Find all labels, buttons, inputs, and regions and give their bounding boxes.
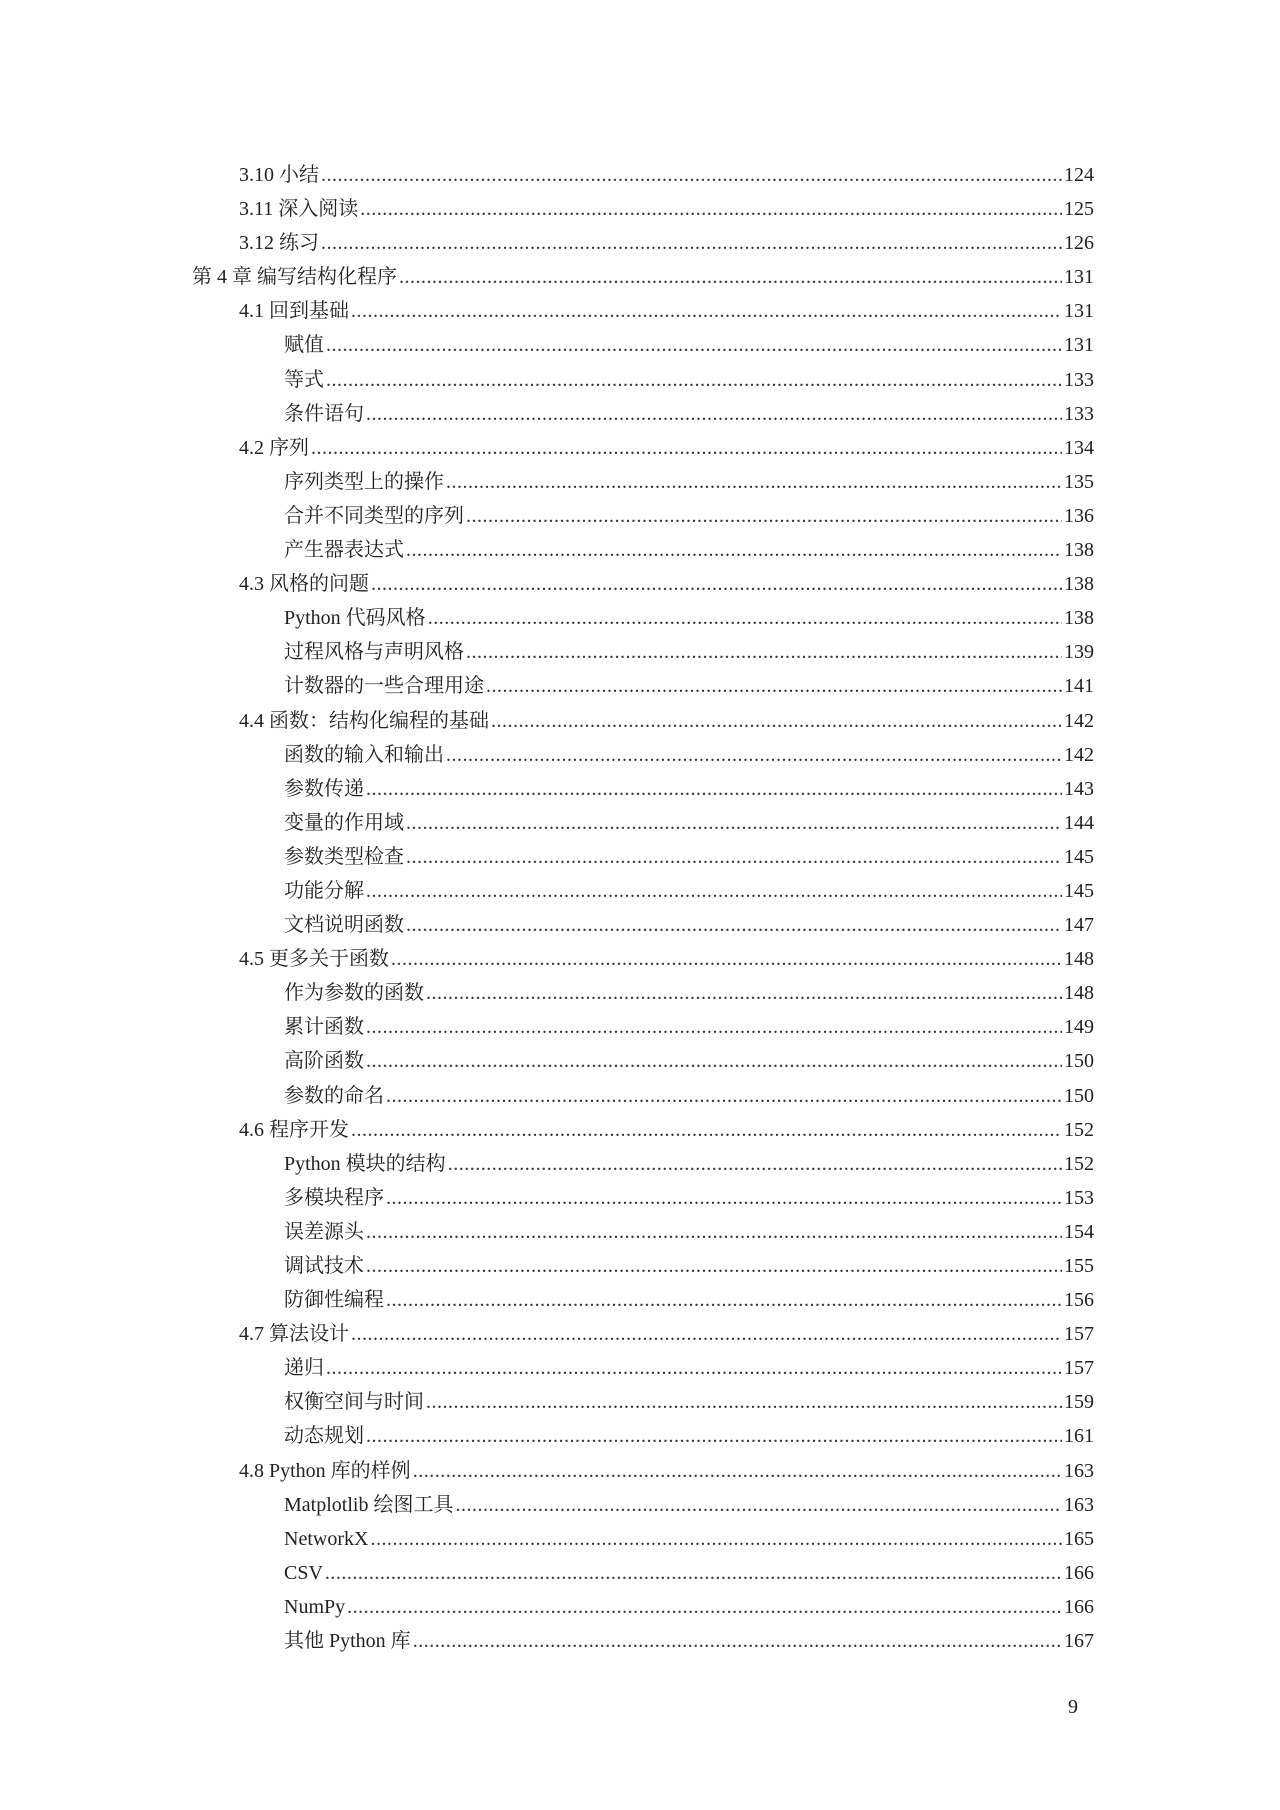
toc-entry-page: 144 [1064,811,1094,834]
toc-entry-title: 函数的输入和输出 [284,743,444,766]
toc-dot-leader [491,704,1062,738]
toc-entry-title: 条件语句 [284,402,364,425]
toc-entry-page: 148 [1064,982,1094,1005]
toc-dot-leader [366,1215,1062,1249]
toc-entry [192,1624,1094,1658]
toc-entry-page: 157 [1064,1323,1094,1346]
toc-entry-title: 递归 [284,1357,324,1380]
toc-entry [192,1215,1094,1249]
toc-entry-title: 4.5 更多关于函数 [239,948,389,971]
toc-entry-page: 152 [1064,1152,1094,1175]
toc-entry-title: 过程风格与声明风格 [284,641,464,664]
toc-entry [192,942,1094,976]
toc-dot-leader [413,1454,1062,1488]
toc-entry [192,1454,1094,1488]
toc-entry-title: 计数器的一些合理用途 [284,675,484,698]
toc-dot-leader [366,1044,1062,1078]
toc-dot-leader [448,1147,1062,1181]
toc-entry [192,806,1094,840]
toc-dot-leader [351,294,1062,328]
toc-entry [192,1283,1094,1317]
toc-entry [192,1419,1094,1453]
toc-entry [192,704,1094,738]
toc-entry-page: 145 [1064,845,1094,868]
toc-dot-leader [360,192,1062,226]
toc-entry [192,601,1094,635]
toc-entry-title: 参数传递 [284,777,364,800]
table-of-contents [192,158,1094,1658]
toc-entry [192,465,1094,499]
toc-entry-title: 3.11 深入阅读 [239,198,359,221]
toc-entry-title: 产生器表达式 [284,539,404,562]
toc-entry [192,328,1094,362]
toc-entry-title: 4.6 程序开发 [239,1118,349,1141]
toc-entry-page: 147 [1064,914,1094,937]
toc-entry [192,669,1094,703]
toc-dot-leader [413,1624,1062,1658]
toc-entry [192,1317,1094,1351]
toc-entry [192,976,1094,1010]
toc-entry [192,1113,1094,1147]
toc-dot-leader [406,533,1062,567]
toc-entry [192,1385,1094,1419]
toc-dot-leader [446,738,1062,772]
toc-entry-title: 4.3 风格的问题 [239,573,369,596]
toc-entry [192,738,1094,772]
page-number: 9 [1068,1696,1078,1718]
toc-entry-title: 序列类型上的操作 [284,470,444,493]
toc-entry-page: 135 [1064,470,1094,493]
toc-entry [192,567,1094,601]
toc-entry-title: CSV [284,1561,323,1584]
toc-entry-title: NumPy [284,1595,346,1618]
toc-dot-leader [326,1351,1062,1385]
toc-entry [192,1147,1094,1181]
toc-entry-page: 139 [1064,641,1094,664]
toc-dot-leader [366,1419,1062,1453]
toc-entry [192,635,1094,669]
toc-entry-title: 3.10 小结 [239,164,319,186]
toc-entry-title: 变量的作用域 [284,811,404,834]
toc-entry-page: 166 [1064,1561,1094,1584]
toc-entry-page: 126 [1064,232,1094,255]
toc-entry-page: 159 [1064,1391,1094,1414]
toc-entry-page: 131 [1064,334,1094,357]
toc-entry-title: Python 代码风格 [284,607,426,630]
toc-dot-leader [406,806,1062,840]
toc-entry-title: 3.12 练习 [239,232,319,255]
toc-entry-title: 权衡空间与时间 [284,1391,424,1414]
toc-entry-title: 作为参数的函数 [284,982,424,1005]
toc-entry [192,1044,1094,1078]
toc-entry [192,192,1094,226]
toc-dot-leader [391,942,1062,976]
toc-dot-leader [325,1556,1062,1590]
toc-dot-leader [426,1385,1062,1419]
toc-entry-title: 赋值 [284,334,324,357]
toc-dot-leader [351,1317,1062,1351]
toc-entry-title: 累计函数 [284,1016,364,1039]
toc-entry-title: 其他 Python 库 [284,1630,411,1653]
toc-entry-page: 156 [1064,1289,1094,1312]
toc-dot-leader [386,1079,1062,1113]
toc-entry [192,431,1094,465]
toc-entry [192,1556,1094,1590]
toc-dot-leader [386,1283,1062,1317]
toc-entry-page: 165 [1064,1527,1094,1550]
toc-dot-leader [371,567,1062,601]
toc-entry-title: 4.1 回到基础 [239,300,349,323]
toc-entry-title: 误差源头 [284,1220,364,1243]
toc-entry-title: 4.4 函数：结构化编程的基础 [239,709,489,732]
toc-entry [192,1590,1094,1624]
toc-entry-title: 功能分解 [284,879,364,902]
toc-dot-leader [326,328,1062,362]
toc-entry-page: 143 [1064,777,1094,800]
toc-entry-title: NetworkX [284,1527,369,1550]
toc-entry-title: 防御性编程 [284,1289,384,1312]
toc-dot-leader [366,874,1062,908]
toc-entry-title: 参数类型检查 [284,845,404,868]
toc-entry [192,363,1094,397]
toc-entry-title: 调试技术 [284,1255,364,1277]
toc-entry-title: 动态规划 [284,1425,364,1448]
toc-dot-leader [426,976,1062,1010]
toc-entry-page: 138 [1064,573,1094,596]
toc-entry [192,1010,1094,1044]
toc-dot-leader [366,397,1062,431]
toc-entry-title: 文档说明函数 [284,914,404,937]
toc-dot-leader [428,601,1062,635]
toc-entry-page: 131 [1064,300,1094,323]
toc-entry [192,1522,1094,1556]
toc-entry-title: 4.8 Python 库的样例 [239,1459,411,1482]
toc-entry-title: 高阶函数 [284,1050,364,1073]
toc-dot-leader [406,908,1062,942]
toc-entry-page: 133 [1064,368,1094,391]
toc-entry [192,1249,1094,1283]
toc-entry [192,1488,1094,1522]
toc-entry-page: 142 [1064,709,1094,732]
toc-entry-page: 150 [1064,1050,1094,1073]
toc-entry-page: 141 [1064,675,1094,698]
toc-dot-leader [486,669,1062,703]
toc-dot-leader [446,465,1062,499]
toc-entry-title: 4.2 序列 [239,436,309,459]
toc-entry-page: 166 [1064,1595,1094,1618]
toc-entry-page: 138 [1064,539,1094,562]
toc-entry-page: 138 [1064,607,1094,630]
toc-dot-leader [351,1113,1062,1147]
toc-entry-page: 155 [1064,1255,1094,1277]
toc-entry [192,908,1094,942]
toc-entry-title: 4.7 算法设计 [239,1323,349,1346]
toc-dot-leader [386,1181,1062,1215]
toc-entry [192,772,1094,806]
toc-entry-page: 136 [1064,504,1094,527]
toc-entry [192,260,1094,294]
toc-entry [192,1079,1094,1113]
toc-entry [192,158,1094,192]
toc-entry-page: 161 [1064,1425,1094,1448]
toc-dot-leader [311,431,1062,465]
toc-dot-leader [366,1010,1062,1044]
toc-entry [192,397,1094,431]
toc-dot-leader [321,158,1062,192]
toc-dot-leader [326,363,1062,397]
toc-entry-page: 163 [1064,1493,1094,1516]
toc-entry-title: 第 4 章 编写结构化程序 [192,266,397,289]
toc-entry-page: 125 [1064,198,1094,221]
toc-entry [192,499,1094,533]
toc-entry-page: 157 [1064,1357,1094,1380]
toc-entry [192,533,1094,567]
toc-dot-leader [370,1522,1062,1556]
toc-entry-page: 167 [1064,1630,1094,1653]
toc-dot-leader [466,499,1062,533]
toc-dot-leader [399,260,1062,294]
toc-entry [192,874,1094,908]
toc-entry-page: 142 [1064,743,1094,766]
toc-entry-title: 参数的命名 [284,1084,384,1107]
toc-entry-title: 合并不同类型的序列 [284,504,464,527]
toc-entry-title: 等式 [284,368,324,391]
toc-entry [192,840,1094,874]
toc-entry [192,294,1094,328]
toc-entry [192,1181,1094,1215]
toc-entry-page: 133 [1064,402,1094,425]
toc-entry-page: 163 [1064,1459,1094,1482]
toc-entry-page: 149 [1064,1016,1094,1039]
toc-dot-leader [347,1590,1062,1624]
toc-dot-leader [466,635,1062,669]
toc-entry-page: 134 [1064,436,1094,459]
toc-entry-title: Python 模块的结构 [284,1152,446,1175]
toc-entry [192,1351,1094,1385]
toc-entry-page: 124 [1064,164,1094,186]
toc-entry-page: 145 [1064,879,1094,902]
toc-dot-leader [455,1488,1062,1522]
toc-dot-leader [366,772,1062,806]
toc-entry-page: 131 [1064,266,1094,289]
toc-entry-page: 154 [1064,1220,1094,1243]
toc-entry-page: 150 [1064,1084,1094,1107]
toc-entry-page: 152 [1064,1118,1094,1141]
toc-entry-page: 153 [1064,1186,1094,1209]
toc-entry-title: 多模块程序 [284,1186,384,1209]
toc-dot-leader [366,1249,1062,1283]
toc-entry-title: Matplotlib 绘图工具 [284,1493,454,1516]
toc-entry [192,226,1094,260]
toc-dot-leader [321,226,1062,260]
toc-entry-page: 148 [1064,948,1094,971]
toc-dot-leader [406,840,1062,874]
